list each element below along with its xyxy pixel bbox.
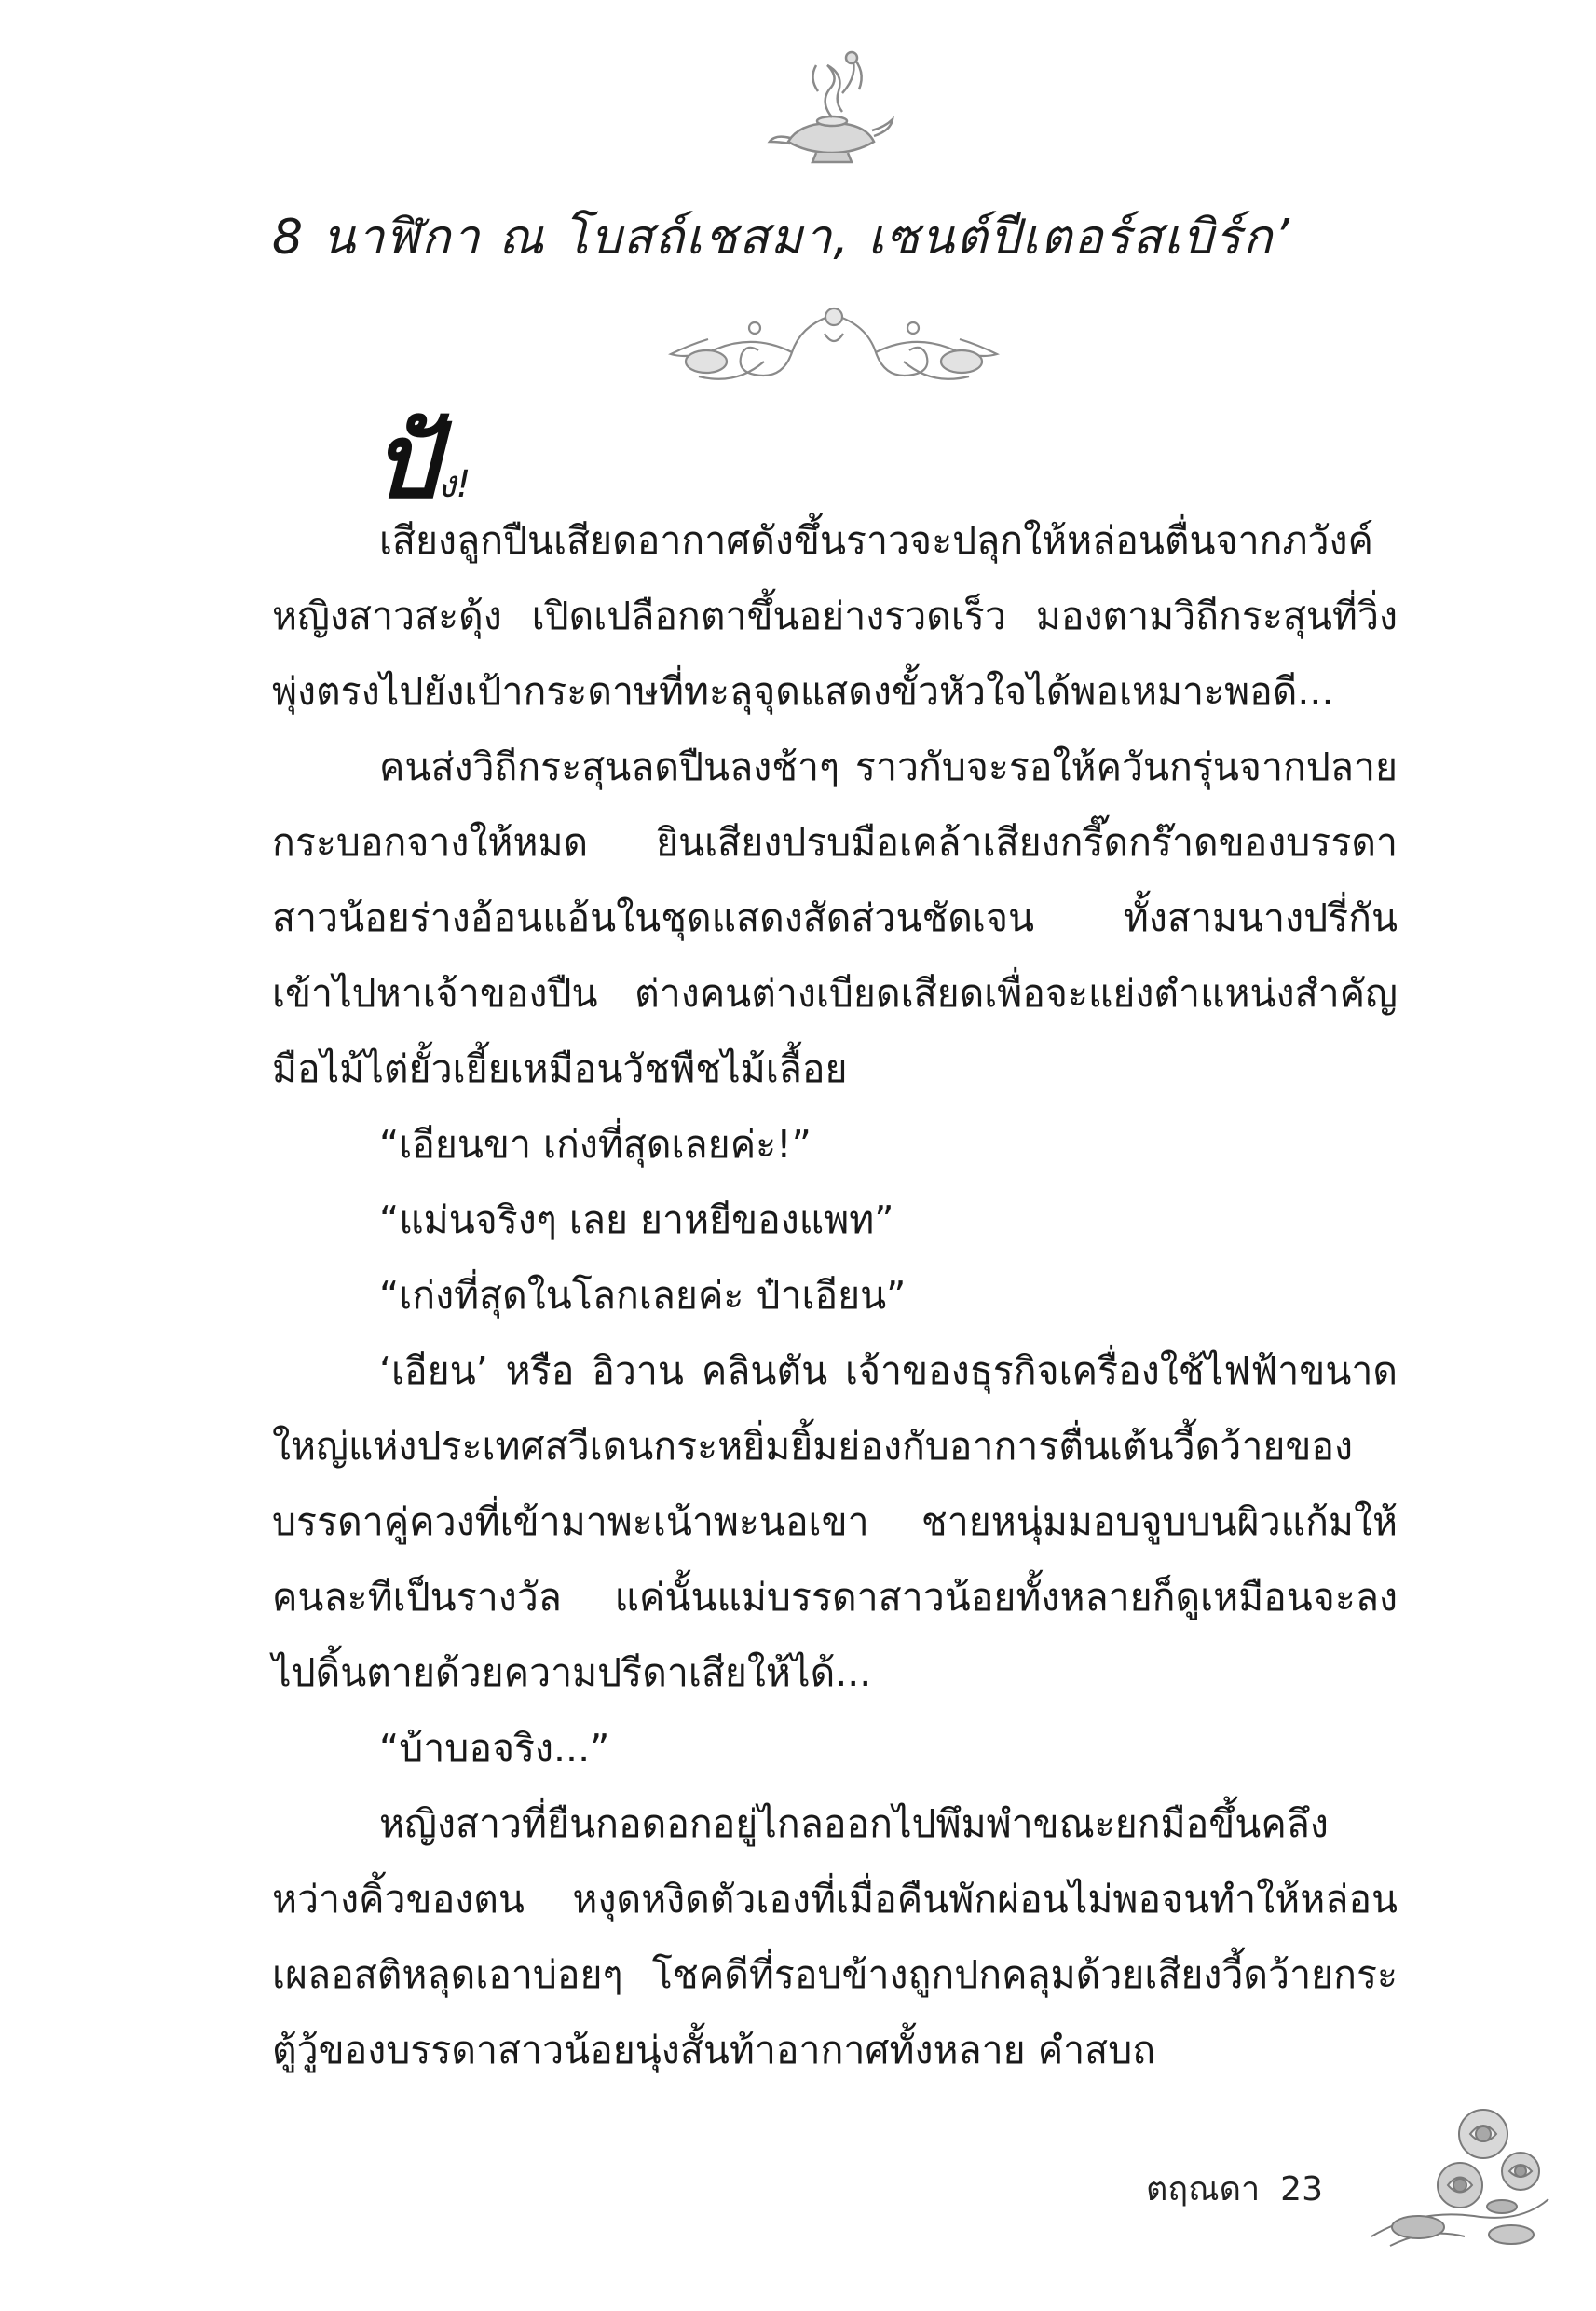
roses-icon bbox=[1362, 2097, 1558, 2260]
footer-title: ตฤณดา bbox=[1146, 2170, 1261, 2208]
paragraph: ‘เอียน’ หรือ อิวาน คลินตัน เจ้าของธุรกิจเครื่องใช้ไฟฟ้าขนาดใหญ่แห่งประเทศสวีเดนกระหยิ่มยิ้มย่องกับอาการตื่นเต้นวี้ดว้ายของบรรดาคู่ควงที่เข้ามาพะเน้าพะนอเขา ชายหนุ่มมอบจูบบนผิวแก้มให้คนละทีเป็นรางวัล แค่นั้นแม่บรรดาสาวน้อยทั้งหลายก็ดูเหมือนจะลงไปดิ้นตายด้วยความปรีดาเสียให้ได้... bbox=[272, 1348, 1398, 1695]
dialogue-line: “แม่นจริงๆ เลย ยาหยีของแพท” bbox=[379, 1197, 894, 1242]
drop-cap: ปั bbox=[373, 401, 438, 521]
chapter-heading: 8 นาฬิกา ณ โบสถ์เชสมา, เซนต์ปีเตอร์สเบิร์ก’ bbox=[272, 210, 1291, 266]
ornamental-divider-icon bbox=[652, 296, 1016, 399]
page-footer bbox=[1146, 2162, 1323, 2215]
page-number: 23 bbox=[1280, 2170, 1323, 2208]
paragraph: คนส่งวิถีกระสุนลดปืนลงช้าๆ ราวกับจะรอให้ควันกรุ่นจากปลายกระบอกจางให้หมด ยินเสียงปรบมือเคล้าเสียงกรี๊ดกร๊าดของบรรดาสาวน้อยร่างอ้อนแอ้นในชุดแสดงสัดส่วนชัดเจน ทั้งสามนางปรี่กันเข้าไปหาเจ้าของปืน ต่างคนต่างเบียดเสียดเพื่อจะแย่งตำแหน่งสำคัญ มือไม้ไต่ยั้วเยี้ยเหมือนวัชพืชไม้เลื้อย bbox=[272, 745, 1398, 1091]
dialogue-line: “เก่งที่สุดในโลกเลยค่ะ ป๋าเอียน” bbox=[379, 1273, 907, 1318]
paragraph: หญิงสาวที่ยืนกอดอกอยู่ไกลออกไปพึมพำขณะยกมือขึ้นคลึงหว่างคิ้วของตน หงุดหงิดตัวเองที่เมื่อคืนพักผ่อนไม่พอจนทำให้หล่อนเผลอสติหลุดเอาบ่อยๆ โชคดีที่รอบข้างถูกปกคลุมด้วยเสียงวี้ดว้ายกระตู้วู้ของบรรดาสาวน้อยนุ่งสั้นท้าอากาศทั้งหลาย คำสบถ bbox=[272, 1801, 1398, 2072]
drop-cap-rest: ง! bbox=[437, 463, 471, 506]
paragraph: เสียงลูกปืนเสียดอากาศดังขึ้นราวจะปลุกให้หล่อนตื่นจากภวังค์ หญิงสาวสะดุ้ง เปิดเปลือกตาขึ้นอย่างรวดเร็ว มองตามวิถีกระสุนที่วิ่งพุ่งตรงไปยังเป้ากระดาษที่ทะลุจุดแสดงขั้วหัวใจได้พอเหมาะพอดี... bbox=[272, 518, 1398, 714]
drop-cap-line bbox=[373, 401, 471, 521]
dialogue-line: “เอียนขา เก่งที่สุดเลยค่ะ!” bbox=[379, 1122, 812, 1167]
genie-lamp-icon bbox=[762, 37, 902, 168]
dialogue-line: “บ้าบอจริง...” bbox=[379, 1726, 610, 1771]
body-text bbox=[272, 503, 1398, 2088]
